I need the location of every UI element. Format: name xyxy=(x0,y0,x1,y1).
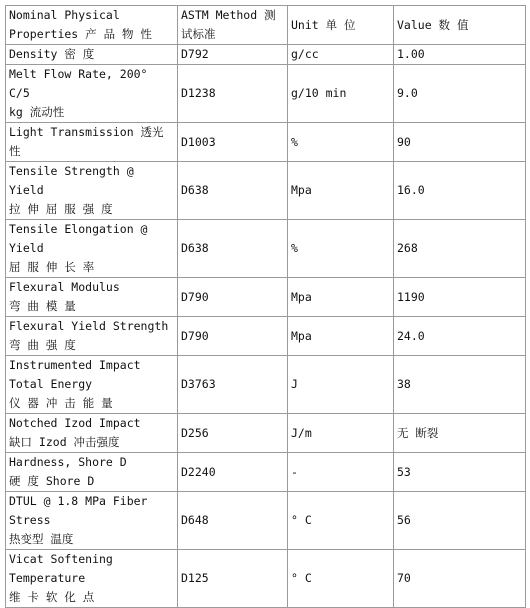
value-cell: 1.00 xyxy=(394,45,526,65)
unit-cell: Mpa xyxy=(288,162,394,220)
method-cell: D638 xyxy=(178,162,288,220)
unit-cell: J/m xyxy=(288,414,394,453)
property-cell: Notched Izod Impact 缺口 Izod 冲击强度 xyxy=(6,414,178,453)
header-method: ASTM Method 测 试标准 xyxy=(178,6,288,45)
value-cell: 24.0 xyxy=(394,317,526,356)
property-cell: Density 密 度 xyxy=(6,45,178,65)
value-cell: 1190 xyxy=(394,278,526,317)
unit-cell: ° C xyxy=(288,550,394,608)
header-value: Value 数 值 xyxy=(394,6,526,45)
unit-cell: % xyxy=(288,220,394,278)
method-cell: D125 xyxy=(178,550,288,608)
property-cell: Vicat Softening Temperature 维 卡 软 化 点 xyxy=(6,550,178,608)
table-row xyxy=(6,414,526,453)
method-cell: D790 xyxy=(178,278,288,317)
property-cell: Flexural Yield Strength 弯 曲 强 度 xyxy=(6,317,178,356)
property-cell: Tensile Strength @ Yield 拉 伸 屈 服 强 度 xyxy=(6,162,178,220)
value-cell: 268 xyxy=(394,220,526,278)
method-cell: D1003 xyxy=(178,123,288,162)
property-cell: DTUL @ 1.8 MPa Fiber Stress 热变型 温度 xyxy=(6,492,178,550)
value-cell: 16.0 xyxy=(394,162,526,220)
table-row xyxy=(6,220,526,278)
method-cell: D256 xyxy=(178,414,288,453)
value-cell: 9.0 xyxy=(394,65,526,123)
value-cell: 38 xyxy=(394,356,526,414)
unit-cell: ° C xyxy=(288,492,394,550)
property-cell: Melt Flow Rate, 200° C/5 kg 流动性 xyxy=(6,65,178,123)
unit-cell: Mpa xyxy=(288,278,394,317)
header-row xyxy=(6,6,526,45)
table-row xyxy=(6,123,526,162)
table-row xyxy=(6,317,526,356)
method-cell: D1238 xyxy=(178,65,288,123)
unit-cell: Mpa xyxy=(288,317,394,356)
value-cell: 90 xyxy=(394,123,526,162)
property-cell: Tensile Elongation @ Yield 屈 服 伸 长 率 xyxy=(6,220,178,278)
table-row xyxy=(6,162,526,220)
unit-cell: g/10 min xyxy=(288,65,394,123)
value-cell: 56 xyxy=(394,492,526,550)
unit-cell: J xyxy=(288,356,394,414)
unit-cell: % xyxy=(288,123,394,162)
table-row xyxy=(6,278,526,317)
method-cell: D2240 xyxy=(178,453,288,492)
method-cell: D792 xyxy=(178,45,288,65)
value-cell: 53 xyxy=(394,453,526,492)
property-cell: Light Transmission 透光性 xyxy=(6,123,178,162)
property-cell: Flexural Modulus 弯 曲 模 量 xyxy=(6,278,178,317)
property-cell: Hardness, Shore D 硬 度 Shore D xyxy=(6,453,178,492)
method-cell: D790 xyxy=(178,317,288,356)
header-unit: Unit 单 位 xyxy=(288,6,394,45)
method-cell: D3763 xyxy=(178,356,288,414)
method-cell: D638 xyxy=(178,220,288,278)
table-row xyxy=(6,550,526,608)
unit-cell: - xyxy=(288,453,394,492)
method-cell: D648 xyxy=(178,492,288,550)
property-cell: Instrumented Impact Total Energy 仪 器 冲 击 能 量 xyxy=(6,356,178,414)
table-row xyxy=(6,45,526,65)
table-row xyxy=(6,356,526,414)
value-cell: 无 断裂 xyxy=(394,414,526,453)
value-cell: 70 xyxy=(394,550,526,608)
table-row xyxy=(6,453,526,492)
header-property: Nominal Physical Properties 产 品 物 性 xyxy=(6,6,178,45)
table-row xyxy=(6,65,526,123)
properties-table xyxy=(5,5,526,608)
unit-cell: g/cc xyxy=(288,45,394,65)
table-row xyxy=(6,492,526,550)
